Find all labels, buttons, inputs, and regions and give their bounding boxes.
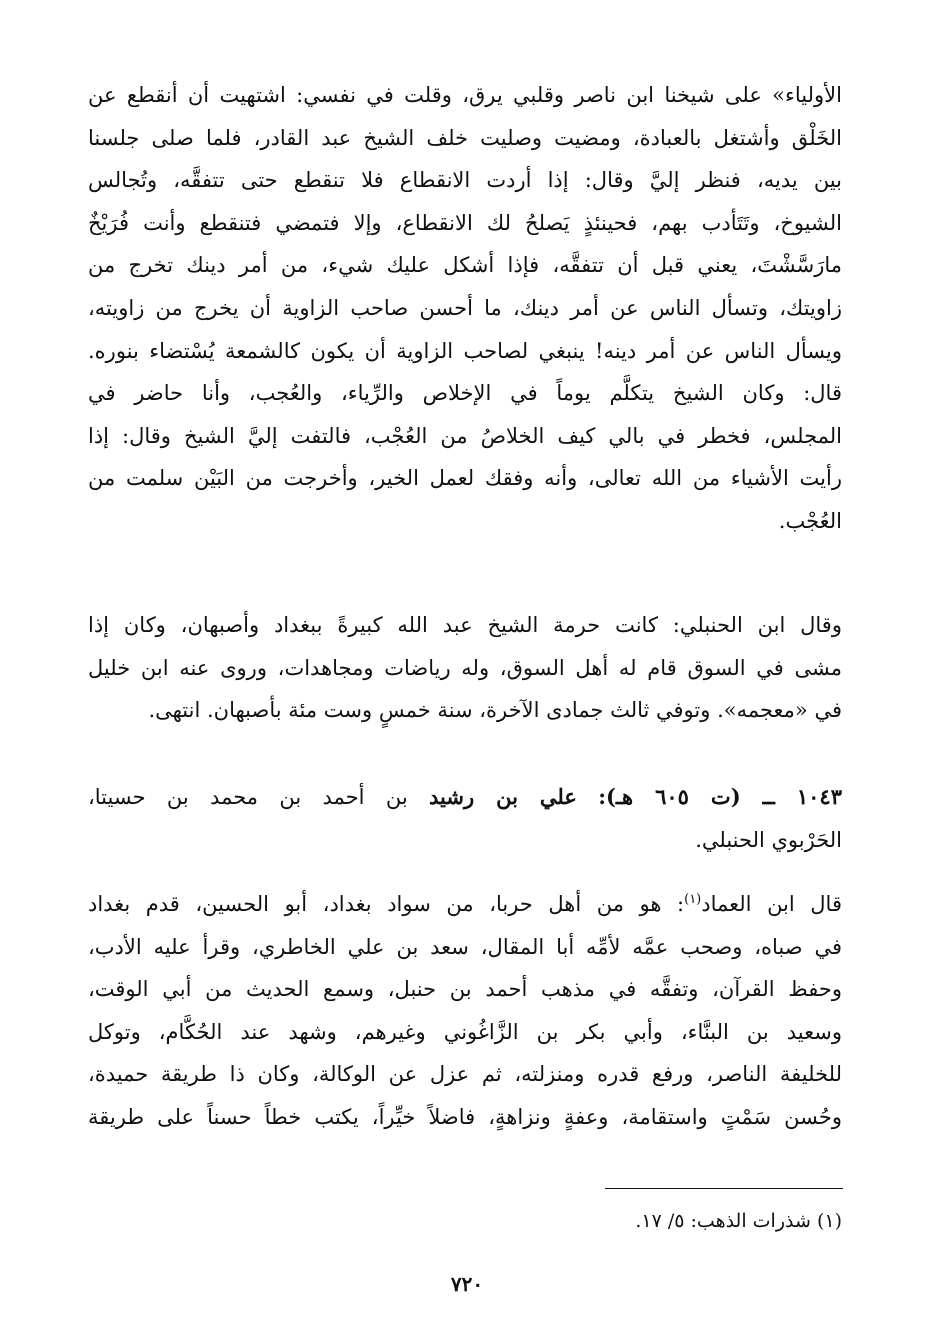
footnote-divider	[605, 1188, 843, 1189]
entry-heading-line	[88, 776, 842, 819]
text-line	[88, 879, 842, 926]
text-line: قال: وكان الشيخ يتكلَّم يوماً في الإخلاص والرِّياء، والعُجب، وأنا حاضر في	[88, 381, 842, 406]
text-line: مارَسَّشْتَ، يعني قبل أن تتفقَّه، فإذا أشكل عليك شيء، من أمر دينك تخرج من	[88, 253, 842, 278]
footnote: (١) شذرات الذهب: ٥/ ١٧.	[635, 1210, 842, 1232]
text-line: الشيوخ، وتَتَأدب بهم، فحينئذٍ يَصلحُ لك الانقطاع، وإلا فتمضي فتنقطع وأنت فُرَيْخٌ	[88, 210, 842, 235]
entry-number: ١٠٤٣ ــ (ت ٦٠٥ هـ):	[598, 784, 842, 809]
page-number: ٧٢٠	[450, 1272, 484, 1296]
text-line: وسعيد بن البنَّاء، وأبي بكر بن الزَّاغُوني وغيرهم، وشهد عند الحُكَّام، وتوكل	[88, 1019, 842, 1044]
text-line: رأيت الأشياء من الله تعالى، وأنه وفقك لعمل الخير، وأخرجت من البَيْن سلمت من	[88, 466, 842, 491]
text-line: وحُسن سَمْتٍ واستقامة، وعفةٍ ونزاهةٍ، فاضلاً خيِّراً، يكتب خطاً حسناً على طريقة	[88, 1104, 842, 1129]
text-line: وقال ابن الحنبلي: كانت حرمة الشيخ عبد الله كبيرةً ببغداد وأصبهان، وكان إذا	[88, 613, 842, 637]
text-line: وحفظ القرآن، وتفقَّه في مذهب أحمد بن حنبل، وسمع الحديث من أبي الوقت،	[88, 977, 842, 1002]
text-line: العُجْب.	[778, 508, 842, 533]
entry-name: علي بن رشيد	[429, 784, 577, 809]
text-line: للخليفة الناصر، ورفع قدره ومنزلته، ثم عزل عن الوكالة، وكان ذا طريقة حميدة،	[88, 1062, 842, 1087]
text-line: مشى في السوق قام له أهل السوق، وله رياضات ومجاهدات، وروى عنه ابن خليل	[88, 655, 842, 680]
text-line: الأولياء» على شيخنا ابن ناصر وقلبي يرق، وقلت في نفسي: اشتهيت أن أنقطع عن	[88, 83, 842, 107]
text-span: قال ابن العماد	[701, 892, 842, 916]
paragraph-4	[88, 879, 842, 1139]
footnote-reference[interactable]: (١)	[684, 892, 702, 907]
paragraph-1	[88, 74, 842, 543]
entry-nisba: الحَرْبوي الحنبلي.	[695, 827, 842, 852]
entry-lineage: بن أحمد بن محمد بن حسيتا،	[88, 785, 408, 809]
text-line: في صباه، وصحب عمَّه لأمِّه أبا المقال، سعد بن علي الخاطري، وقرأ عليه الأدب،	[88, 934, 842, 959]
text-line: بين يديه، فنظر إليَّ وقال: إذا أردت الانقطاع فلا تنقطع حتى تتفقَّه، وتُجالس	[88, 168, 842, 193]
text-line: المجلس، فخطر في بالي كيف الخلاصُ من العُجْب، فالتفت إليَّ الشيخ وقال: إذا	[88, 423, 842, 448]
text-line: زاويتك، وتسأل الناس عن أمر دينك، ما أحسن صاحب الزاوية أن يخرج من زاويته،	[88, 295, 842, 320]
text-line: في «معجمه». وتوفي ثالث جمادى الآخرة، سنة خمسٍ وست مئة بأصبهان. انتهى.	[148, 698, 842, 723]
text-line: الخَلْق وأشتغل بالعبادة، ومضيت وصليت خلف الشيخ عبد القادر، فلما صلى جلسنا	[88, 125, 842, 150]
text-line: ويسأل الناس عن أمر دينه! ينبغي لصاحب الزاوية أن يكون كالشمعة يُسْتضاء بنوره.	[88, 338, 842, 363]
entry-heading	[88, 776, 842, 861]
text-span: : هو من أهل حربا، من سواد بغداد، أبو الحسين، قدم بغداد	[88, 892, 685, 916]
paragraph-2	[88, 604, 842, 732]
